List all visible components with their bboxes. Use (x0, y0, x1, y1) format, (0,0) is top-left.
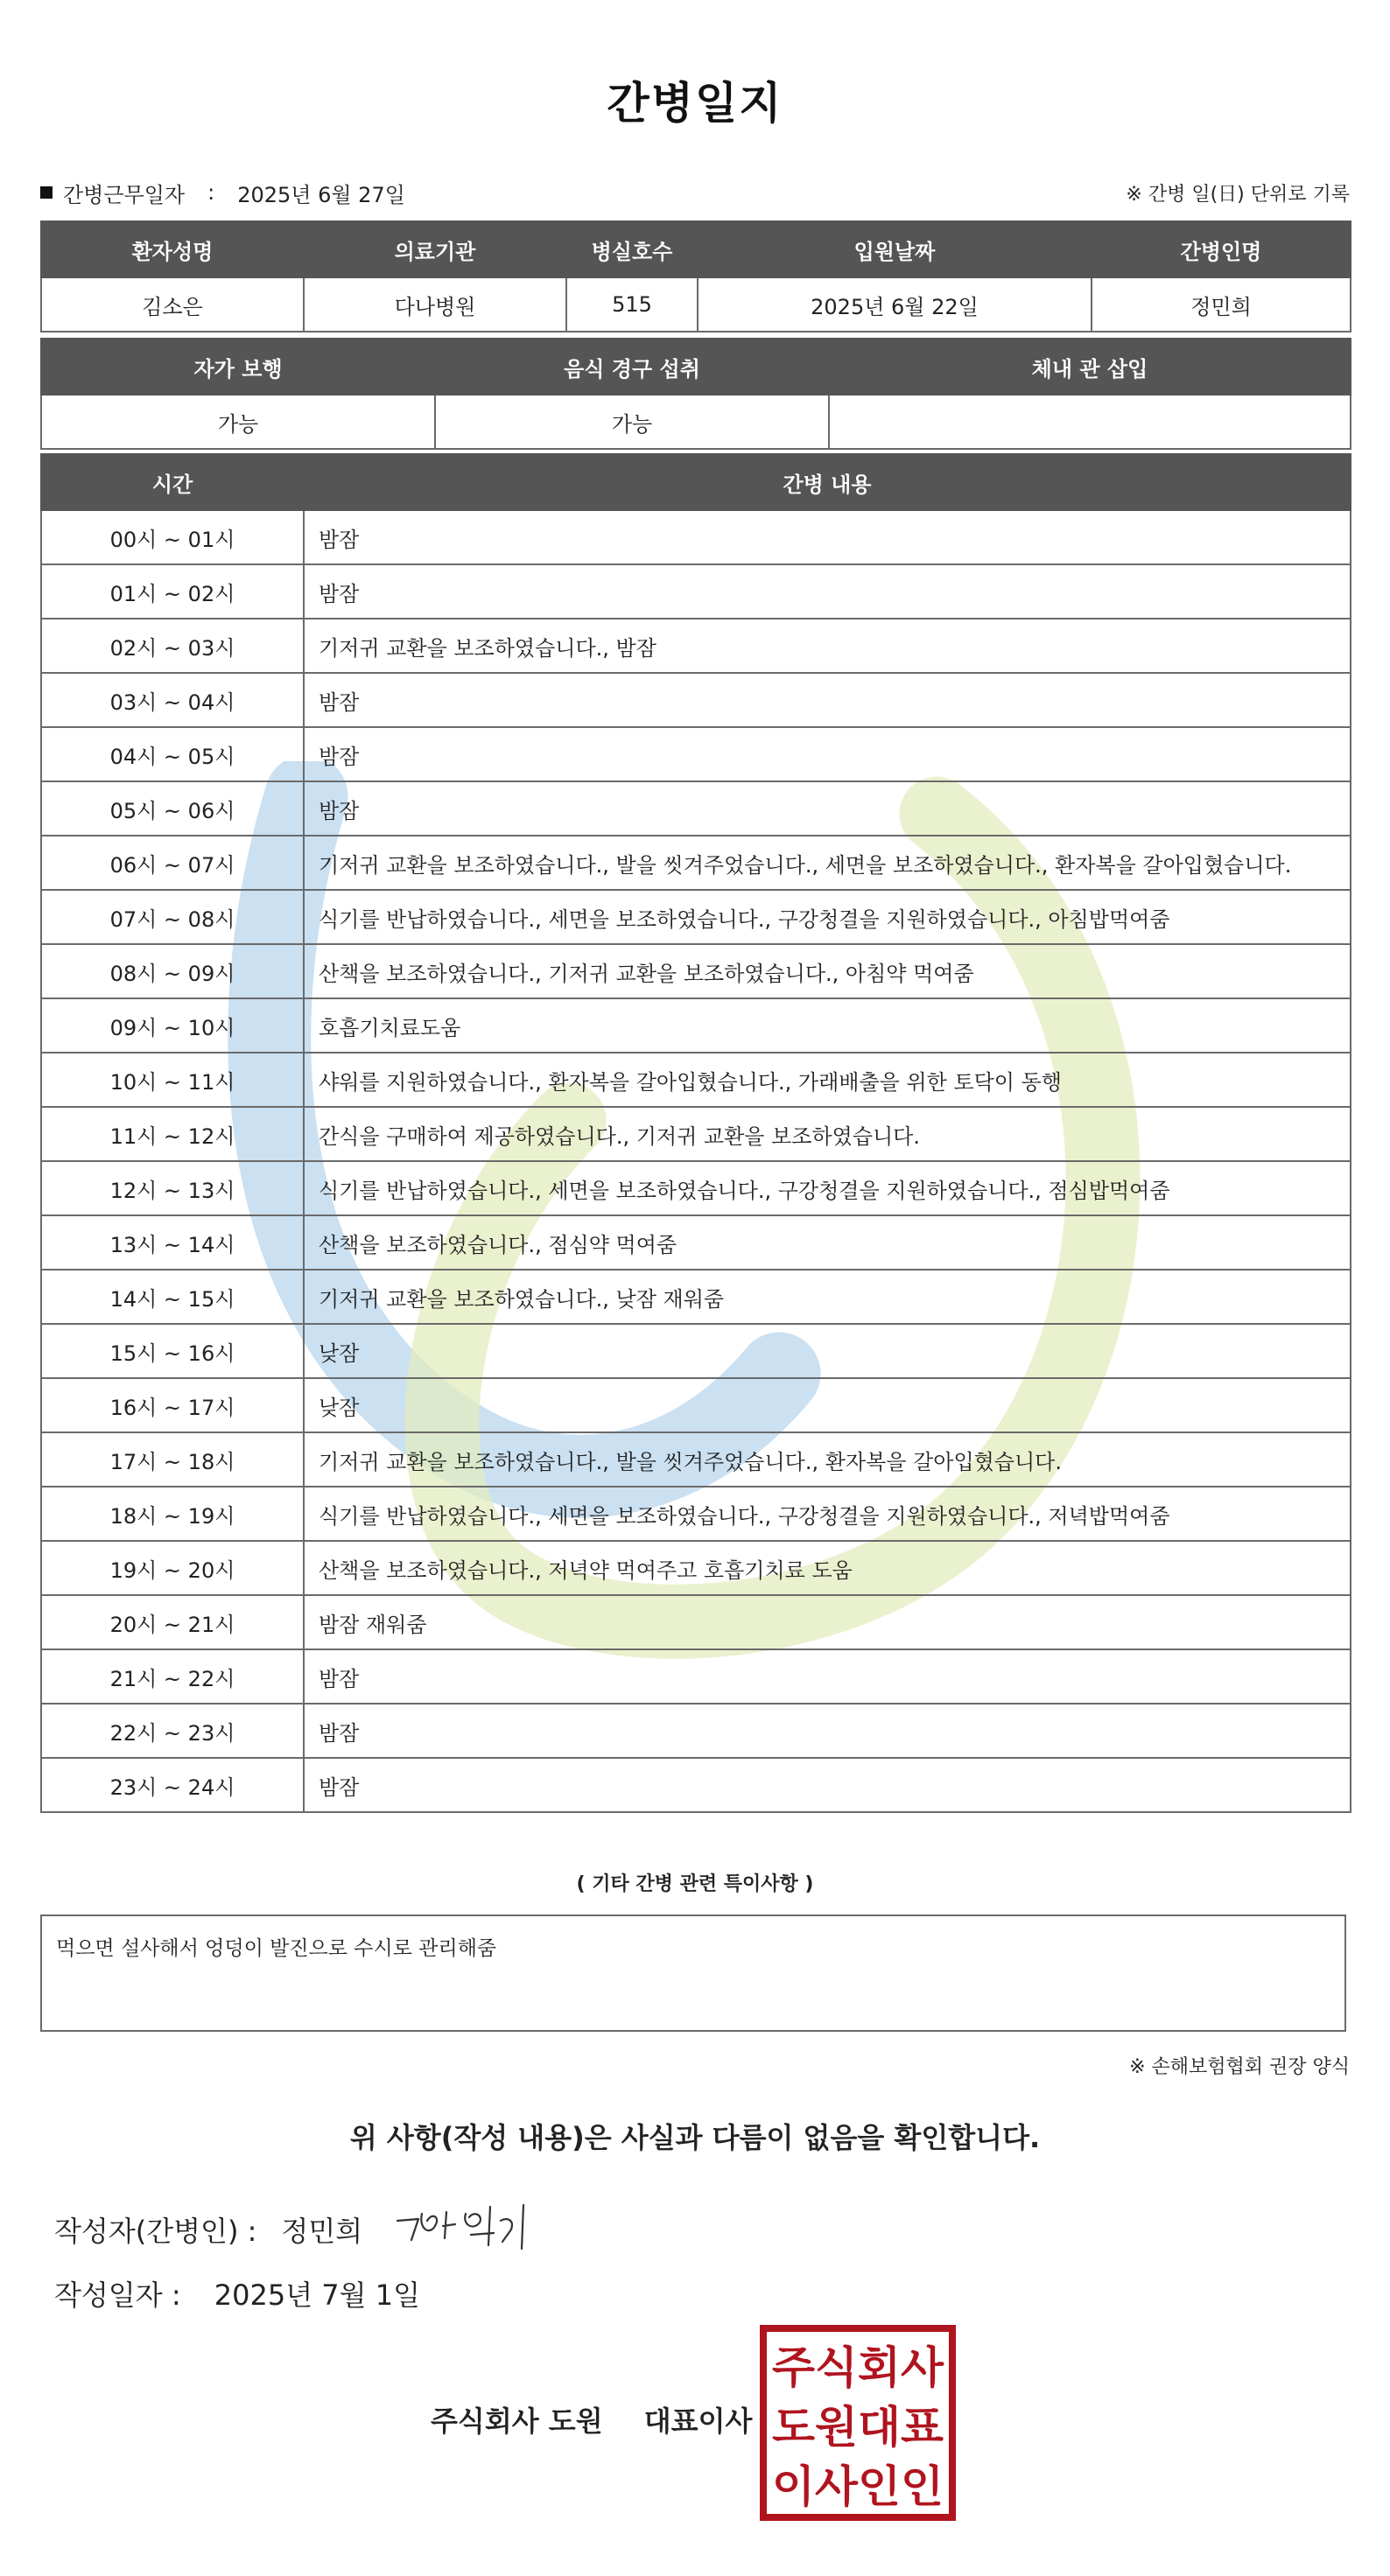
hospital-name: 다나병원 (304, 277, 566, 332)
log-content-cell: 밤잠 (304, 1758, 1351, 1812)
writer-label: 작성자(간병인) : (54, 2215, 257, 2248)
care-log-rows (41, 510, 1351, 1812)
care-log-row (41, 1649, 1351, 1704)
writer-line (54, 2209, 362, 2250)
header-patient-name: 환자성명 (41, 221, 304, 277)
care-log-row (41, 1595, 1351, 1649)
log-time-cell: 11시 ~ 12시 (41, 1107, 304, 1161)
header-hospital: 의료기관 (304, 221, 566, 277)
header-caregiver: 간병인명 (1092, 221, 1351, 277)
log-content-cell: 기저귀 교환을 보조하였습니다., 발을 씻겨주었습니다., 세면을 보조하였습니다., 환자복을 갈아입혔습니다. (304, 836, 1351, 890)
hourly-care-log-table (40, 453, 1351, 1813)
log-content-cell: 밤잠 (304, 727, 1351, 781)
log-time-cell: 22시 ~ 23시 (41, 1704, 304, 1758)
log-content-cell: 간식을 구매하여 제공하였습니다., 기저귀 교환을 보조하였습니다. (304, 1107, 1351, 1161)
unit-note: ※ 간병 일(日) 단위로 기록 (1126, 183, 1350, 206)
special-notes-box: 먹으면 설사해서 엉덩이 발진으로 수시로 관리해줌 (40, 1914, 1346, 2032)
square-bullet-icon (40, 186, 53, 199)
care-log-row (41, 673, 1351, 727)
header-room: 병실호수 (566, 221, 698, 277)
log-time-cell: 07시 ~ 08시 (41, 890, 304, 944)
seal-line-3: 이사인인 (772, 2461, 944, 2512)
log-time-cell: 03시 ~ 04시 (41, 673, 304, 727)
care-log-row (41, 1541, 1351, 1595)
log-content-cell: 밤잠 (304, 673, 1351, 727)
care-log-row (41, 1107, 1351, 1161)
work-date-label: 간병근무일자 (63, 182, 186, 207)
log-time-cell: 08시 ~ 09시 (41, 944, 304, 998)
care-log-row (41, 1378, 1351, 1432)
patient-name: 김소은 (41, 277, 304, 332)
header-care-content: 간병 내용 (304, 454, 1351, 510)
care-log-row (41, 1324, 1351, 1378)
log-content-cell: 호흡기치료도움 (304, 998, 1351, 1053)
log-content-cell: 밤잠 재워줌 (304, 1595, 1351, 1649)
handwritten-signature (392, 2194, 550, 2256)
log-content-cell: 낮잠 (304, 1324, 1351, 1378)
log-time-cell: 23시 ~ 24시 (41, 1758, 304, 1812)
log-content-cell: 기저귀 교환을 보조하였습니다., 발을 씻겨주었습니다., 환자복을 갈아입혔습니다. (304, 1432, 1351, 1487)
confirmation-statement: 위 사항(작성 내용)은 사실과 다름이 없음을 확인합니다. (349, 2121, 1041, 2154)
log-content-cell: 밤잠 (304, 564, 1351, 619)
care-log-row (41, 781, 1351, 836)
log-content-cell: 밤잠 (304, 510, 1351, 564)
header-time: 시간 (41, 454, 304, 510)
room-number: 515 (566, 277, 698, 332)
care-log-row (41, 1487, 1351, 1541)
log-time-cell: 06시 ~ 07시 (41, 836, 304, 890)
company-line (431, 2399, 752, 2440)
log-time-cell: 17시 ~ 18시 (41, 1432, 304, 1487)
log-time-cell: 19시 ~ 20시 (41, 1541, 304, 1595)
written-date-value: 2025년 7월 1일 (214, 2278, 421, 2312)
admission-date: 2025년 6월 22일 (698, 277, 1092, 332)
notes-heading: ( 기타 간병 관련 특이사항 ) (576, 1873, 814, 1895)
log-time-cell: 20시 ~ 21시 (41, 1595, 304, 1649)
log-time-cell: 02시 ~ 03시 (41, 619, 304, 673)
log-content-cell: 식기를 반납하였습니다., 세면을 보조하였습니다., 구강청결을 지원하였습니다., 점심밥먹여줌 (304, 1161, 1351, 1215)
form-source-note: ※ 손해보험협회 권장 양식 (1129, 2056, 1350, 2078)
log-content-cell: 샤워를 지원하였습니다., 환자복을 갈아입혔습니다., 가래배출을 위한 토닥이 동행 (304, 1053, 1351, 1107)
work-date-separator: : (207, 180, 215, 205)
care-log-row (41, 727, 1351, 781)
care-log-row (41, 1432, 1351, 1487)
care-log-row (41, 998, 1351, 1053)
log-time-cell: 09시 ~ 10시 (41, 998, 304, 1053)
company-role: 대표이사 (643, 2404, 753, 2438)
log-content-cell: 산책을 보조하였습니다., 저녁약 먹여주고 호흡기치료 도움 (304, 1541, 1351, 1595)
care-log-row (41, 619, 1351, 673)
care-log-row (41, 1161, 1351, 1215)
log-time-cell: 13시 ~ 14시 (41, 1215, 304, 1270)
log-content-cell: 밤잠 (304, 1704, 1351, 1758)
company-seal-stamp (758, 2323, 958, 2523)
caregiver-name: 정민희 (1092, 277, 1351, 332)
walking-status: 가능 (41, 395, 435, 449)
log-content-cell: 밤잠 (304, 1649, 1351, 1704)
log-content-cell: 기저귀 교환을 보조하였습니다., 밤잠 (304, 619, 1351, 673)
seal-line-2: 도원대표 (772, 2402, 944, 2453)
log-time-cell: 00시 ~ 01시 (41, 510, 304, 564)
work-date-value: 2025년 6월 27일 (237, 182, 405, 207)
company-name: 주식회사 도원 (431, 2404, 603, 2438)
log-time-cell: 05시 ~ 06시 (41, 781, 304, 836)
care-log-row (41, 1704, 1351, 1758)
log-content-cell: 산책을 보조하였습니다., 기저귀 교환을 보조하였습니다., 아침약 먹여줌 (304, 944, 1351, 998)
log-content-cell: 낮잠 (304, 1378, 1351, 1432)
care-log-row (41, 836, 1351, 890)
care-log-row (41, 1053, 1351, 1107)
log-time-cell: 14시 ~ 15시 (41, 1270, 304, 1324)
tube-insertion-status (829, 395, 1351, 449)
written-date-line (54, 2273, 420, 2314)
log-time-cell: 12시 ~ 13시 (41, 1161, 304, 1215)
log-time-cell: 18시 ~ 19시 (41, 1487, 304, 1541)
log-time-cell: 04시 ~ 05시 (41, 727, 304, 781)
header-oral-intake: 음식 경구 섭취 (435, 339, 829, 395)
header-walking: 자가 보행 (41, 339, 435, 395)
work-date (40, 178, 405, 208)
patient-status-table (40, 338, 1351, 450)
work-date-row (40, 175, 1350, 210)
log-content-cell: 기저귀 교환을 보조하였습니다., 낮잠 재워줌 (304, 1270, 1351, 1324)
log-time-cell: 10시 ~ 11시 (41, 1053, 304, 1107)
written-date-label: 작성일자 : (54, 2278, 181, 2312)
log-time-cell: 16시 ~ 17시 (41, 1378, 304, 1432)
care-log-row (41, 564, 1351, 619)
log-time-cell: 21시 ~ 22시 (41, 1649, 304, 1704)
care-log-row (41, 944, 1351, 998)
log-content-cell: 식기를 반납하였습니다., 세면을 보조하였습니다., 구강청결을 지원하였습니다., 저녁밥먹여줌 (304, 1487, 1351, 1541)
care-log-row (41, 1758, 1351, 1812)
log-time-cell: 01시 ~ 02시 (41, 564, 304, 619)
seal-line-1: 주식회사 (772, 2342, 944, 2393)
patient-info-table (40, 220, 1351, 332)
document-title: 간병일지 (607, 78, 783, 129)
log-content-cell: 밤잠 (304, 781, 1351, 836)
care-log-row (41, 1215, 1351, 1270)
log-time-cell: 15시 ~ 16시 (41, 1324, 304, 1378)
oral-intake-status: 가능 (435, 395, 829, 449)
care-log-row (41, 510, 1351, 564)
header-admission-date: 입원날짜 (698, 221, 1092, 277)
care-log-row (41, 1270, 1351, 1324)
header-tube-insertion: 체내 관 삽입 (829, 339, 1351, 395)
log-content-cell: 산책을 보조하였습니다., 점심약 먹여줌 (304, 1215, 1351, 1270)
log-content-cell: 식기를 반납하였습니다., 세면을 보조하였습니다., 구강청결을 지원하였습니다., 아침밥먹여줌 (304, 890, 1351, 944)
care-log-row (41, 890, 1351, 944)
writer-name: 정민희 (281, 2215, 363, 2248)
